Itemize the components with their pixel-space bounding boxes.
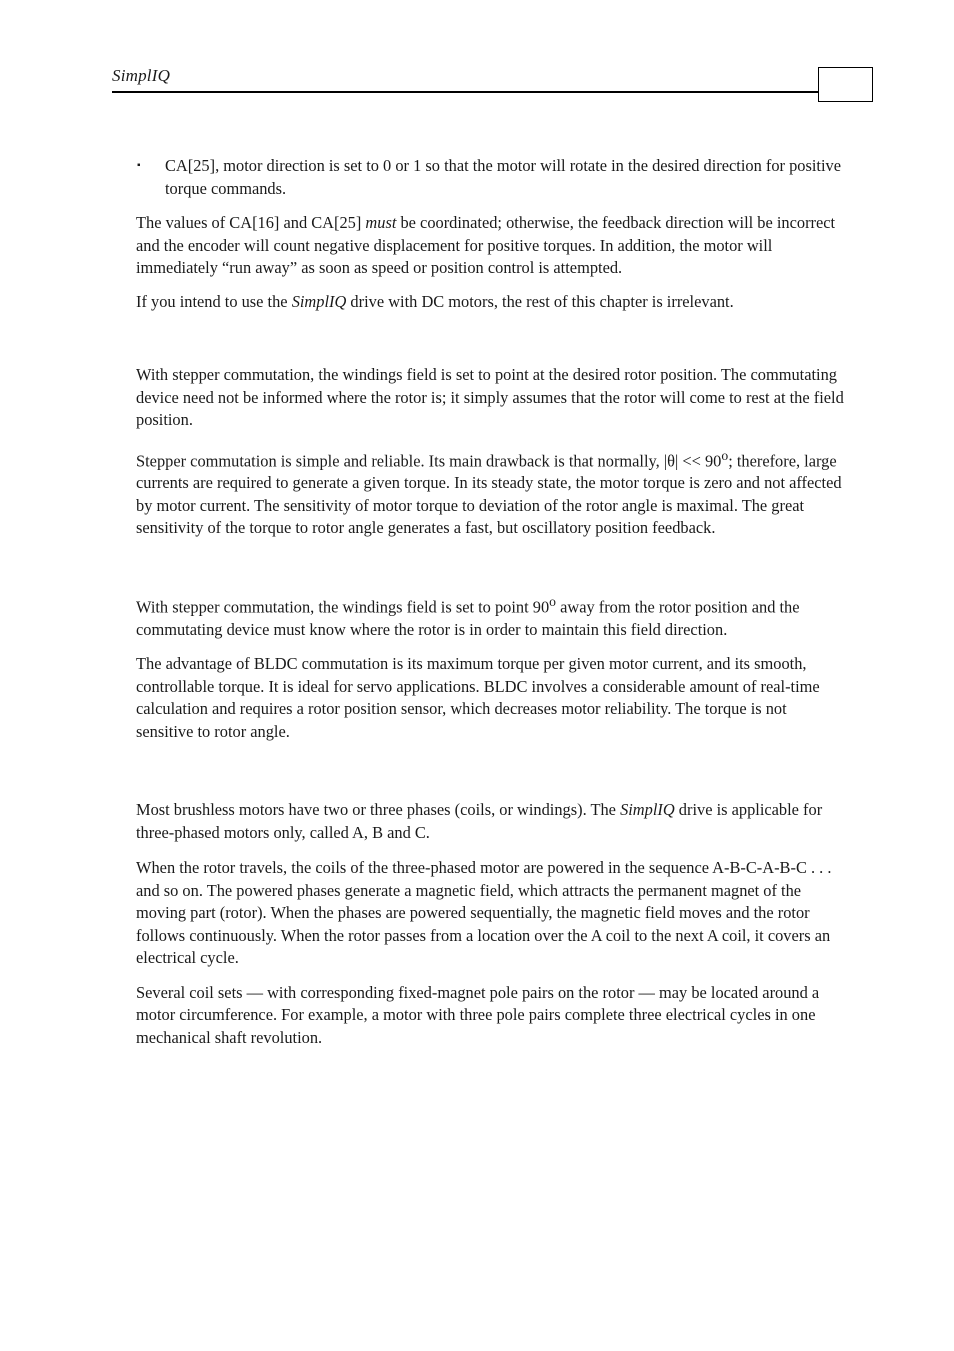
paragraph-text: drive with DC motors, the rest of this chapter is irrelevant. (346, 291, 734, 311)
brand-name: SimplIQ (291, 291, 347, 311)
paragraph-text: The values of CA[16] and CA[25] (136, 213, 366, 232)
paragraph-stepper-intro: With stepper commutation, the windings field is set to point at the desired rotor position. The commutating device need not be informed where the rotor is; it simply assumes that the rotor will come to rest at the field position. (136, 365, 844, 429)
paragraph-phases-intro (136, 799, 844, 844)
emphasis-must: must (365, 213, 397, 232)
paragraph-stepper-details (136, 445, 844, 540)
paragraph-bldc-intro (136, 591, 844, 641)
page-number-box (818, 67, 873, 102)
paragraph-bldc-advantage: The advantage of BLDC commutation is its maximum torque per given motor current, and its smooth, controllable torque. It is ideal for servo applications. BLDC involves a considerable amount of real-time calculation and requires a rotor position sensor, which decreases motor reliability. The torque is not sensitive to rotor angle. (136, 654, 820, 741)
paragraph-text: drive is applicable for three-phased motors only, called A, B and C. (136, 800, 823, 842)
degree-superscript: o (721, 447, 729, 463)
paragraph-phase-sequence: When the rotor travels, the coils of the three-phased motor are powered in the sequence A-B-C-A-B-C . . . and so on. The powered phases generate a magnetic field, which attracts the permanent magnet of the moving part (rotor). When the phases are powered sequentially, the magnetic field moves and the rotor follows continuously. When the rotor passes from a location over the A coil to the next A coil, it covers an electrical cycle. (136, 858, 832, 968)
paragraph-text: With stepper commutation, the windings field is set to point 90 (136, 597, 550, 617)
paragraph-coordination (136, 212, 844, 280)
header-rule (112, 91, 819, 93)
paragraph-text: If you intend to use the (136, 291, 292, 311)
paragraph-text: ; therefore, large currents are required to generate a given torque. In its steady state, the motor torque is zero and not affected by motor current. The sensitivity of motor torque to deviation of the rotor angle is maximal. The great sensitivity of the torque to rotor angle generates a fast, but oscillatory position feedback. (136, 450, 842, 538)
header-brand: SimplIQ (112, 66, 171, 85)
degree-superscript: o (549, 593, 556, 609)
paragraph-text: Stepper commutation is simple and reliable. Its main drawback is that normally, |θ| << 90 (136, 450, 722, 470)
paragraph-dc-motors (136, 291, 844, 314)
paragraph-text: Most brushless motors have two or three phases (coils, or windings). The (136, 800, 621, 820)
paragraph-text: be coordinated; otherwise, the feedback direction will be incorrect and the encoder will count negative displacement for positive torques. In addition, the motor will immediately “run away” as soon as speed or position control is attempted. (136, 213, 836, 277)
paragraph-text: away from the rotor position and the commutating device must know where the rotor is in order to maintain this field direction. (136, 597, 800, 639)
brand-name: SimplIQ (620, 800, 675, 820)
page-body (136, 155, 844, 1049)
bullet-item (136, 155, 844, 200)
paragraph-pole-pairs: Several coil sets — with corresponding fixed-magnet pole pairs on the rotor — may be located around a motor circumference. For example, a motor with three pole pairs complete three electrical cycles in one mechanical shaft revolution. (136, 982, 820, 1047)
bullet-text: CA[25], motor direction is set to 0 or 1 so that the motor will rotate in the desired direction for positive torque commands. (165, 156, 841, 198)
bullet-square-icon: ▪ (137, 160, 141, 171)
